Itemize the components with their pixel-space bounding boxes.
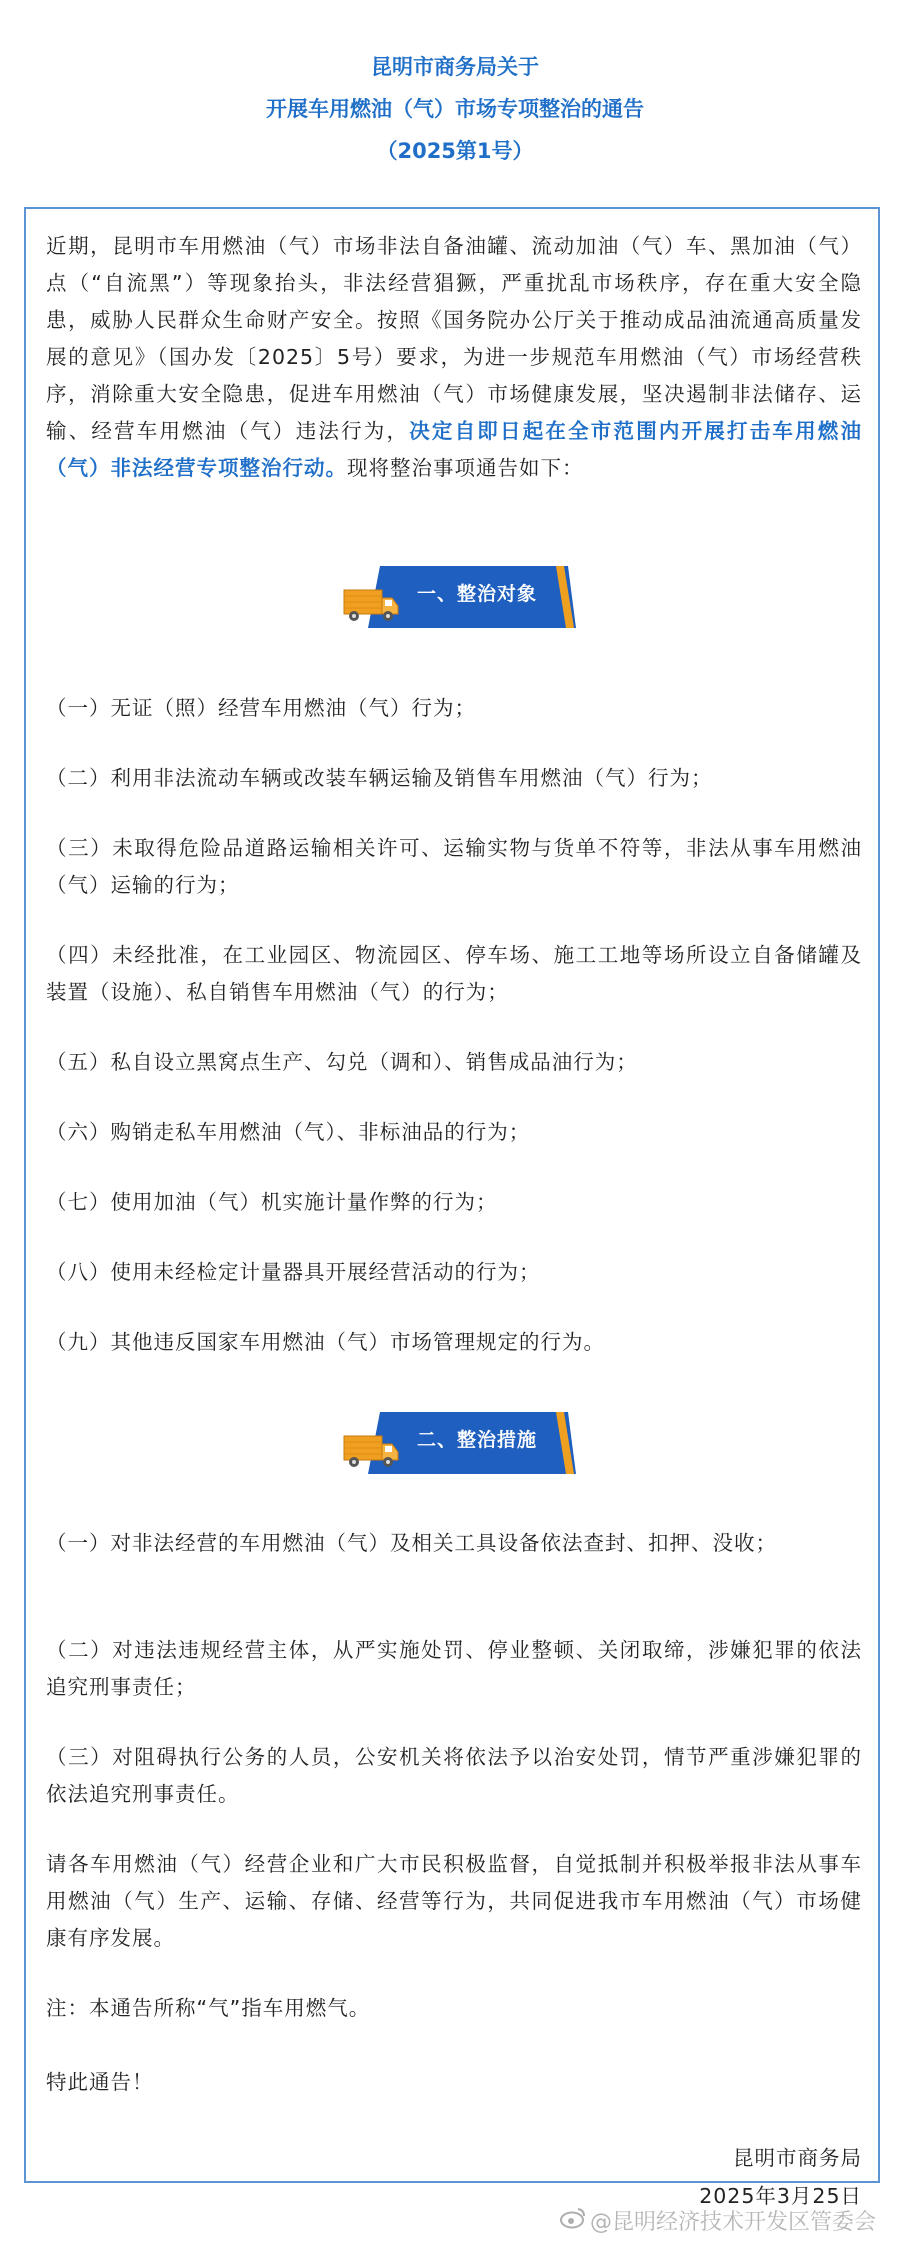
intro-text: 近期，昆明市车用燃油（气）市场非法自备油罐、流动加油（气）车、黑加油（气）点（“自流黑”）等现象抬头，非法经营猖獗，严重扰乱市场秩序，存在重大安全隐患，威胁人民群众生命财产安全。按照《国务院办公厅关于推动成品油流通高质量发展的意见》（国办发〔2025〕5号）要求，为进一步规范车用燃油（气）市场经营秩序，消除重大安全隐患，促进车用燃油（气）市场健康发展，坚决遏制非法储存、运输、经营车用燃油（气）违法行为， [46, 234, 862, 443]
intro-highlight: 决定自即日起在全市范围内开展打击车用燃油（气）非法经营专项整治行动。 [46, 419, 863, 480]
issue-date: 2025年3月25日 [699, 2184, 862, 2208]
section-1-banner [340, 562, 580, 632]
section-2-item: （二）对违法违规经营主体，从严实施处罚、停业整顿、关闭取缔，涉嫌犯罪的依法追究刑事责任； [46, 1638, 862, 1699]
section-2-banner [340, 1408, 580, 1478]
intro-paragraph [46, 228, 862, 487]
section-1-label: 一、整治对象 [416, 583, 537, 605]
section-1-item: （三）未取得危险品道路运输相关许可、运输实物与货单不符等，非法从事车用燃油（气）运输的行为； [46, 836, 862, 897]
closing-note: 注：本通告所称“气”指车用燃气。 [46, 1996, 371, 2020]
section-2-item: （一）对非法经营的车用燃油（气）及相关工具设备依法查封、扣押、没收； [46, 1531, 777, 1555]
section-2-label: 二、整治措施 [416, 1429, 537, 1451]
section-2-item: （三）对阻碍执行公务的人员，公安机关将依法予以治安处罚，情节严重涉嫌犯罪的依法追究刑事责任。 [46, 1745, 862, 1806]
intro-tail: 现将整治事项通告如下： [347, 456, 584, 480]
section-1-item: （二）利用非法流动车辆或改装车辆运输及销售车用燃油（气）行为； [46, 766, 713, 790]
section-1-item: （五）私自设立黑窝点生产、勾兑（调和）、销售成品油行为； [46, 1050, 638, 1074]
weibo-icon [560, 2207, 586, 2235]
watermark-text: @昆明经济技术开发区管委会 [590, 2210, 877, 2235]
watermark [560, 2205, 876, 2236]
notice-title [0, 46, 910, 172]
section-1-item: （七）使用加油（气）机实施计量作弊的行为； [46, 1190, 498, 1214]
closing-end: 特此通告！ [46, 2070, 154, 2094]
title-line-3: （2025第1号） [376, 139, 534, 163]
title-line-2: 开展车用燃油（气）市场专项整治的通告 [266, 97, 644, 121]
section-1-item: （九）其他违反国家车用燃油（气）市场管理规定的行为。 [46, 1330, 605, 1354]
signer: 昆明市商务局 [733, 2146, 862, 2170]
section-1-item: （一）无证（照）经营车用燃油（气）行为； [46, 696, 476, 720]
closing-appeal: 请各车用燃油（气）经营企业和广大市民积极监督，自觉抵制并积极举报非法从事车用燃油（气）生产、运输、存储、经营等行为，共同促进我市车用燃油（气）市场健康有序发展。 [46, 1852, 862, 1950]
section-1-item: （八）使用未经检定计量器具开展经营活动的行为； [46, 1260, 541, 1284]
title-line-1: 昆明市商务局关于 [371, 55, 539, 79]
section-1-item: （四）未经批准，在工业园区、物流园区、停车场、施工工地等场所设立自备储罐及装置（设施）、私自销售车用燃油（气）的行为； [46, 943, 862, 1004]
section-1-item: （六）购销走私车用燃油（气）、非标油品的行为； [46, 1120, 531, 1144]
